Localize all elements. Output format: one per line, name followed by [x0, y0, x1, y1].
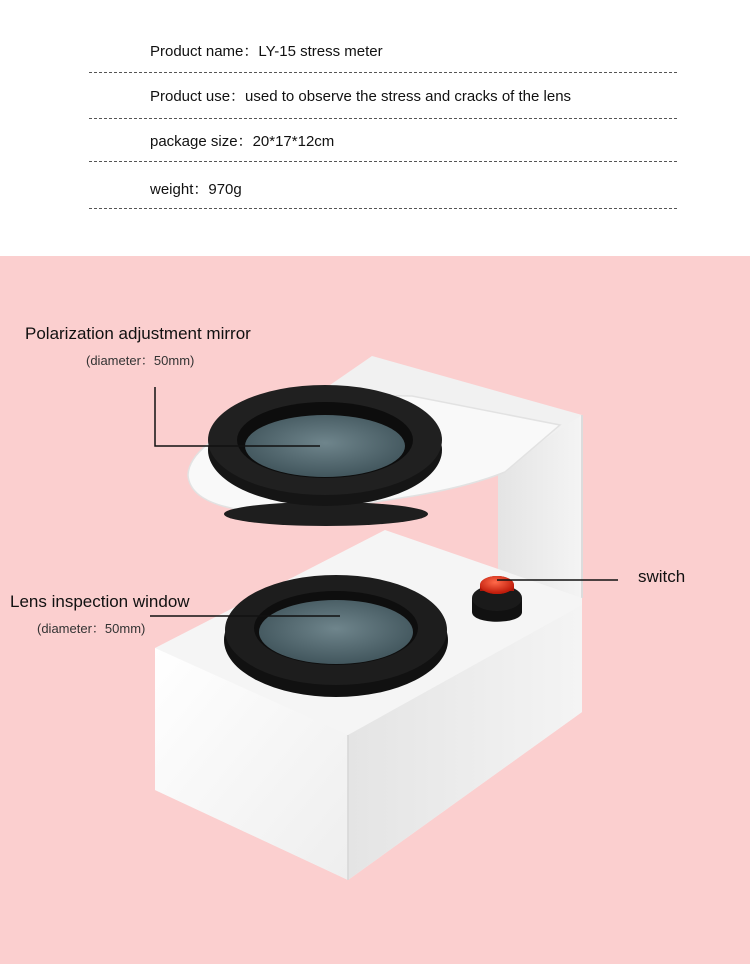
spec-label: Product name：	[150, 43, 259, 60]
spec-value: used to observe the stress and cracks of the lens	[245, 88, 572, 105]
switch-label: switch	[638, 567, 686, 586]
spec-value: 970g	[208, 181, 242, 198]
spec-label: Product use：	[150, 88, 246, 105]
window-label: Lens inspection window	[10, 592, 190, 611]
mirror-label: Polarization adjustment mirror	[25, 324, 251, 343]
spec-value: 20*17*12cm	[252, 133, 335, 150]
spec-label: package size：	[150, 133, 253, 150]
window-diameter: (diameter：50mm)	[37, 621, 146, 636]
inspection-window	[224, 575, 448, 697]
spec-label: weight：	[150, 181, 209, 198]
spec-value: LY-15 stress meter	[258, 43, 383, 60]
mirror-diameter: (diameter：50mm)	[86, 353, 195, 368]
